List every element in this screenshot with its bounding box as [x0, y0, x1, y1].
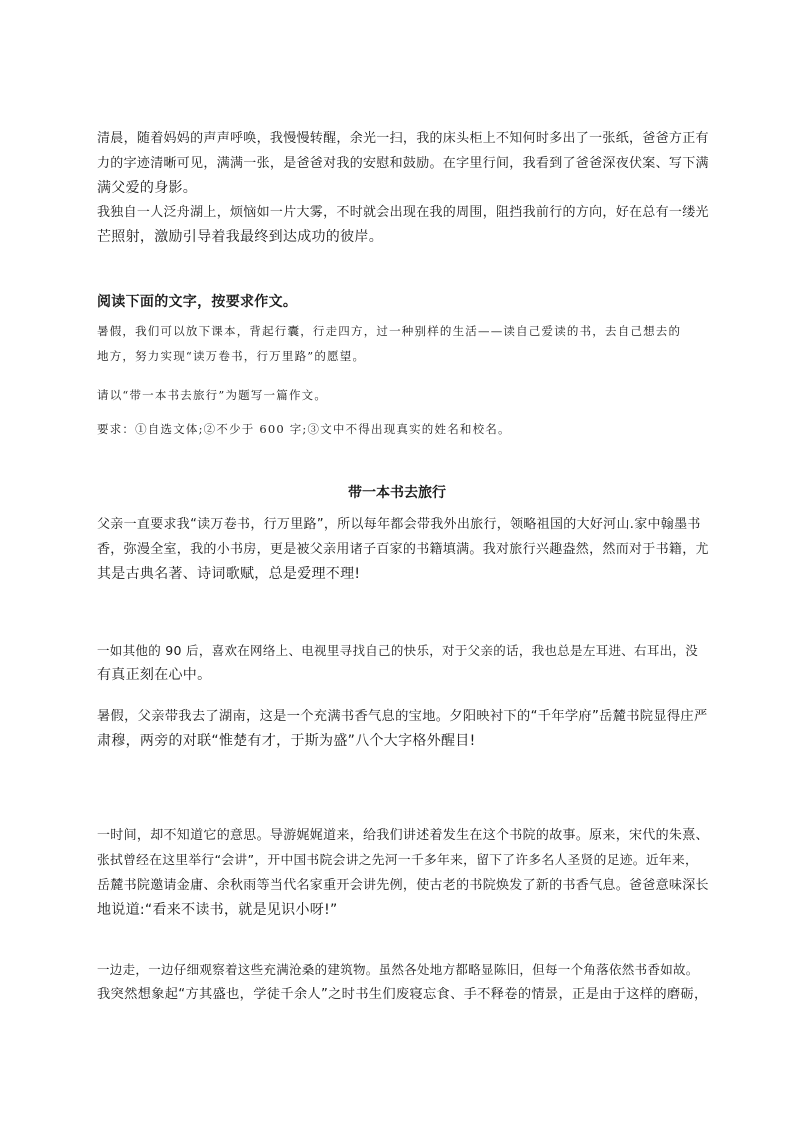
text-line: 一边走，一边仔细观察着这些充满沧桑的建筑物。虽然各处地方都略显陈旧，但每一个角落依然书香如故。	[97, 962, 699, 977]
intro-paragraph-2	[97, 200, 709, 250]
text-line: 我独自一人泛舟湖上，烦恼如一片大雾，不时就会出现在我的周围，阻挡我前行的方向，好在总有一缕光	[97, 205, 709, 220]
text-line: 有真正刻在心中。	[97, 667, 212, 683]
essay-paragraph-2	[97, 638, 709, 688]
text-line: 香，弥漫全室，我的小书房，更是被父亲用诸子百家的书籍填满。我对旅行兴趣盎然，然而对于书籍，尤	[97, 542, 709, 557]
prompt-line: 请以“带一本书去旅行”为题写一篇作文。	[97, 388, 328, 402]
text-line: 岳麓书院邀请金庸、余秋雨等当代名家重开会讲先例，使古老的书院焕发了新的书香气息。爸爸意味深长	[97, 878, 709, 893]
prompt-text	[97, 319, 709, 369]
essay-paragraph-4	[97, 823, 709, 923]
prompt-line: 暑假，我们可以放下课本，背起行囊，行走四方，过一种别样的生活——读自己爱读的书，去自己想去的	[97, 324, 682, 338]
text-line: 清晨，随着妈妈的声声呼唤，我慢慢转醒，余光一扫，我的床头柜上不知何时多出了一张纸，爸爸方正有	[97, 131, 709, 146]
text-line: 芒照射，激励引导着我最终到达成功的彼岸。	[97, 229, 383, 245]
text-line: 父亲一直要求我“读万卷书，行万里路”，所以每年都会带我外出旅行，领略祖国的大好河山.家中翰墨书	[97, 517, 701, 532]
prompt-heading: 阅读下面的文字，按要求作文。	[97, 294, 298, 310]
essay-title: 带一本书去旅行	[348, 485, 446, 501]
essay-paragraph-3	[97, 704, 709, 754]
text-line: 暑假，父亲带我去了湖南，这是一个充满书香气息的宝地。夕阳映衬下的“千年学府”岳麓书院显得庄严	[97, 709, 708, 724]
text-line: 张拭曾经在这里举行“会讲”，开中国书院会讲之先河一千多年来，留下了许多名人圣贤的足迹。近年来，	[97, 853, 699, 868]
essay-paragraph-1	[97, 512, 709, 587]
prompt-instruction	[97, 383, 709, 408]
prompt-requirements	[97, 417, 709, 442]
text-line: 力的字迹清晰可见，满满一张，是爸爸对我的安慰和鼓励。在字里行间，我看到了爸爸深夜伏案、写下满	[97, 156, 709, 171]
prompt-line: 地方，努力实现“读万卷书，行万里路”的愿望。	[97, 349, 366, 363]
text-line: 其是古典名著、诗词歌赋，总是爱理不理!	[97, 566, 361, 582]
intro-paragraph-1	[97, 126, 709, 201]
text-line: 地说道:“看来不读书，就是见识小呀!”	[97, 902, 338, 918]
text-line: 一时间，却不知道它的意思。导游娓娓道来，给我们讲述着发生在这个书院的故事。原来，宋代的朱熹、	[97, 828, 709, 843]
text-line: 满父爱的身影。	[97, 180, 198, 196]
essay-paragraph-5	[97, 957, 709, 1007]
text-line: 我突然想象起“方其盛也，学徒千余人”之时书生们废寝忘食、手不释卷的情景，正是由于这样的磨砺，	[97, 987, 708, 1002]
text-line: 一如其他的 90 后，喜欢在网络上、电视里寻找自己的快乐，对于父亲的话，我也总是左耳进、右耳出，没	[97, 643, 699, 658]
prompt-line: 要求：①自选文体;②不少于 600 字;③文中不得出现真实的姓名和校名。	[97, 422, 511, 436]
text-line: 肃穆，两旁的对联“惟楚有才，于斯为盛”八个大字格外醒目!	[97, 733, 476, 749]
